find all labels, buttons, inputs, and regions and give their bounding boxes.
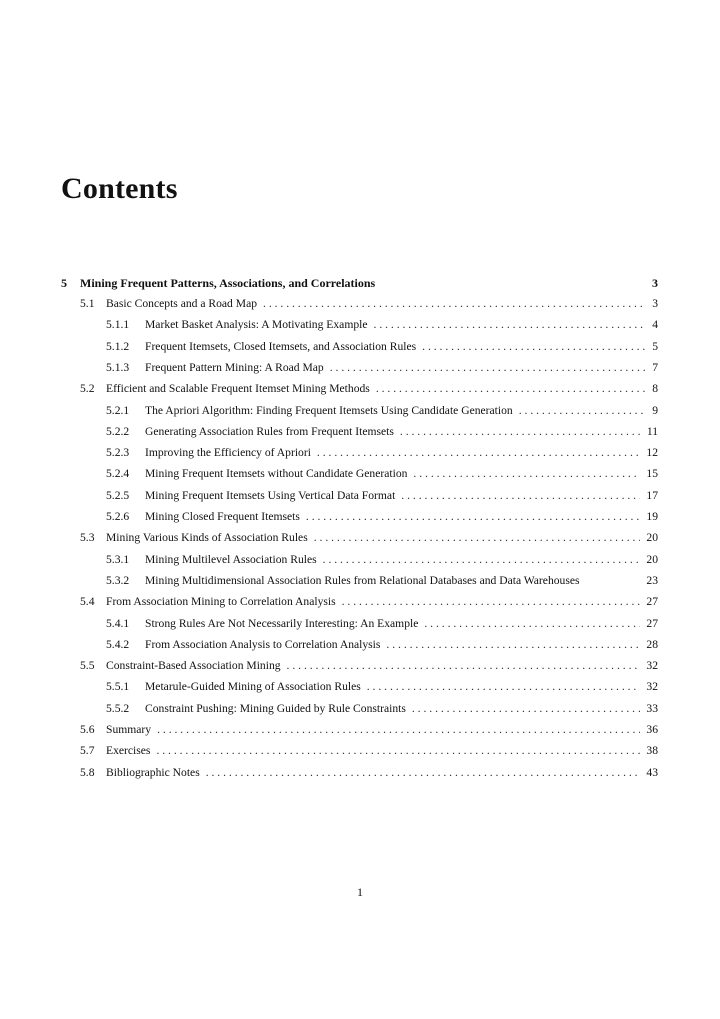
dot-leader bbox=[367, 680, 641, 694]
entry-page-number: 11 bbox=[646, 425, 658, 438]
entry-page-number: 33 bbox=[646, 702, 658, 715]
entry-page-number: 8 bbox=[652, 382, 658, 395]
entry-number: 5.6 bbox=[80, 723, 95, 736]
toc-section-entry[interactable] bbox=[80, 531, 658, 545]
entry-title: Improving the Efficiency of Apriori bbox=[145, 446, 311, 459]
entry-number: 5.4.1 bbox=[106, 617, 130, 630]
dot-leader bbox=[287, 659, 641, 673]
dot-leader bbox=[342, 595, 641, 609]
page-title: Contents bbox=[61, 172, 178, 205]
toc-subsection-entry[interactable] bbox=[106, 361, 658, 375]
toc-section-entry[interactable] bbox=[80, 382, 658, 396]
dot-leader bbox=[519, 404, 646, 418]
entry-page-number: 19 bbox=[646, 510, 658, 523]
entry-title: Mining Multidimensional Association Rules from Relational Databases and Data Warehouses bbox=[145, 574, 580, 587]
entry-number: 5.3 bbox=[80, 531, 95, 544]
entry-page-number: 20 bbox=[646, 553, 658, 566]
entry-number: 5.4.2 bbox=[106, 638, 130, 651]
entry-number: 5.3.2 bbox=[106, 574, 130, 587]
entry-number: 5.4 bbox=[80, 595, 95, 608]
entry-page-number: 20 bbox=[646, 531, 658, 544]
entry-number: 5.2 bbox=[80, 382, 95, 395]
entry-page-number: 4 bbox=[652, 318, 658, 331]
toc-subsection-entry[interactable] bbox=[106, 425, 658, 439]
entry-number: 5.1.3 bbox=[106, 361, 130, 374]
entry-number: 5.2.4 bbox=[106, 467, 130, 480]
chapter-title: Mining Frequent Patterns, Associations, and Correlations bbox=[80, 276, 376, 290]
dot-leader bbox=[422, 340, 646, 354]
dot-leader bbox=[376, 382, 646, 396]
chapter-page-number: 3 bbox=[652, 276, 658, 290]
dot-leader bbox=[330, 361, 646, 375]
entry-number: 5.2.1 bbox=[106, 404, 130, 417]
entry-number: 5.8 bbox=[80, 766, 95, 779]
dot-leader bbox=[374, 318, 647, 332]
entry-number: 5.1.2 bbox=[106, 340, 130, 353]
entry-title: Frequent Pattern Mining: A Road Map bbox=[145, 361, 324, 374]
entry-title: Mining Various Kinds of Association Rules bbox=[106, 531, 308, 544]
entry-number: 5.2.6 bbox=[106, 510, 130, 523]
entry-page-number: 28 bbox=[646, 638, 658, 651]
entry-page-number: 3 bbox=[652, 297, 658, 310]
toc-section-entry[interactable] bbox=[80, 659, 658, 673]
entry-title: From Association Analysis to Correlation Analysis bbox=[145, 638, 381, 651]
toc-subsection-entry[interactable] bbox=[106, 489, 658, 503]
entry-page-number: 36 bbox=[646, 723, 658, 736]
entry-page-number: 38 bbox=[646, 744, 658, 757]
dot-leader bbox=[401, 489, 640, 503]
entry-page-number: 9 bbox=[652, 404, 658, 417]
entry-title: Constraint Pushing: Mining Guided by Rule Constraints bbox=[145, 702, 406, 715]
toc-subsection-entry[interactable] bbox=[106, 638, 658, 652]
entry-number: 5.2.3 bbox=[106, 446, 130, 459]
entry-title: Mining Frequent Itemsets without Candidate Generation bbox=[145, 467, 408, 480]
entry-title: Strong Rules Are Not Necessarily Interesting: An Example bbox=[145, 617, 419, 630]
entry-title: Mining Multilevel Association Rules bbox=[145, 553, 317, 566]
toc-section-entry[interactable] bbox=[80, 723, 658, 737]
entry-title: Exercises bbox=[106, 744, 151, 757]
dot-leader bbox=[314, 531, 641, 545]
entry-page-number: 7 bbox=[652, 361, 658, 374]
entry-number: 5.5 bbox=[80, 659, 95, 672]
toc-subsection-entry[interactable] bbox=[106, 617, 658, 631]
toc-subsection-entry[interactable] bbox=[106, 446, 658, 460]
entry-page-number: 27 bbox=[646, 617, 658, 630]
entry-page-number: 17 bbox=[646, 489, 658, 502]
toc-subsection-entry[interactable] bbox=[106, 340, 658, 354]
entry-number: 5.7 bbox=[80, 744, 95, 757]
entry-page-number: 32 bbox=[646, 659, 658, 672]
dot-leader bbox=[323, 553, 641, 567]
entry-title: Efficient and Scalable Frequent Itemset Mining Methods bbox=[106, 382, 370, 395]
dot-leader bbox=[386, 638, 640, 652]
entry-page-number: 5 bbox=[652, 340, 658, 353]
entry-page-number: 23 bbox=[646, 574, 658, 587]
entry-page-number: 27 bbox=[646, 595, 658, 608]
entry-number: 5.3.1 bbox=[106, 553, 130, 566]
dot-leader bbox=[413, 467, 640, 481]
entry-number: 5.1.1 bbox=[106, 318, 130, 331]
dot-leader bbox=[412, 702, 641, 716]
chapter-number: 5 bbox=[61, 276, 67, 290]
toc-subsection-entry[interactable] bbox=[106, 574, 658, 588]
entry-number: 5.1 bbox=[80, 297, 95, 310]
toc-subsection-entry[interactable] bbox=[106, 680, 658, 694]
entry-title: Mining Frequent Itemsets Using Vertical Data Format bbox=[145, 489, 396, 502]
page-number-footer: 1 bbox=[357, 885, 363, 899]
entry-title: Constraint-Based Association Mining bbox=[106, 659, 281, 672]
toc-section-entry[interactable] bbox=[80, 744, 658, 758]
dot-leader bbox=[306, 510, 641, 524]
toc-subsection-entry[interactable] bbox=[106, 553, 658, 567]
toc-subsection-entry[interactable] bbox=[106, 404, 658, 418]
entry-number: 5.5.2 bbox=[106, 702, 130, 715]
toc-subsection-entry[interactable] bbox=[106, 467, 658, 481]
entry-title: The Apriori Algorithm: Finding Frequent Itemsets Using Candidate Generation bbox=[145, 404, 513, 417]
toc-subsection-entry[interactable] bbox=[106, 318, 658, 332]
entry-page-number: 15 bbox=[646, 467, 658, 480]
entry-title: From Association Mining to Correlation Analysis bbox=[106, 595, 336, 608]
entry-title: Mining Closed Frequent Itemsets bbox=[145, 510, 300, 523]
dot-leader bbox=[157, 723, 640, 737]
entry-title: Generating Association Rules from Frequent Itemsets bbox=[145, 425, 394, 438]
entry-page-number: 32 bbox=[646, 680, 658, 693]
dot-leader bbox=[400, 425, 641, 439]
entry-page-number: 12 bbox=[646, 446, 658, 459]
entry-title: Basic Concepts and a Road Map bbox=[106, 297, 258, 310]
dot-leader bbox=[206, 766, 641, 780]
entry-title: Market Basket Analysis: A Motivating Example bbox=[145, 318, 368, 331]
dot-leader bbox=[263, 297, 646, 311]
toc-section-entry[interactable] bbox=[80, 595, 658, 609]
entry-number: 5.5.1 bbox=[106, 680, 130, 693]
entry-title: Summary bbox=[106, 723, 152, 736]
toc-subsection-entry[interactable] bbox=[106, 702, 658, 716]
dot-leader bbox=[424, 617, 640, 631]
dot-leader bbox=[156, 744, 640, 758]
entry-number: 5.2.5 bbox=[106, 489, 130, 502]
dot-leader bbox=[317, 446, 640, 460]
toc-chapter-entry[interactable] bbox=[61, 276, 658, 290]
toc-section-entry[interactable] bbox=[80, 297, 658, 311]
entry-title: Bibliographic Notes bbox=[106, 766, 200, 779]
toc-subsection-entry[interactable] bbox=[106, 510, 658, 524]
toc-section-entry[interactable] bbox=[80, 766, 658, 780]
entry-title: Frequent Itemsets, Closed Itemsets, and Association Rules bbox=[145, 340, 417, 353]
entry-page-number: 43 bbox=[646, 766, 658, 779]
entry-title: Metarule-Guided Mining of Association Rules bbox=[145, 680, 361, 693]
entry-number: 5.2.2 bbox=[106, 425, 130, 438]
